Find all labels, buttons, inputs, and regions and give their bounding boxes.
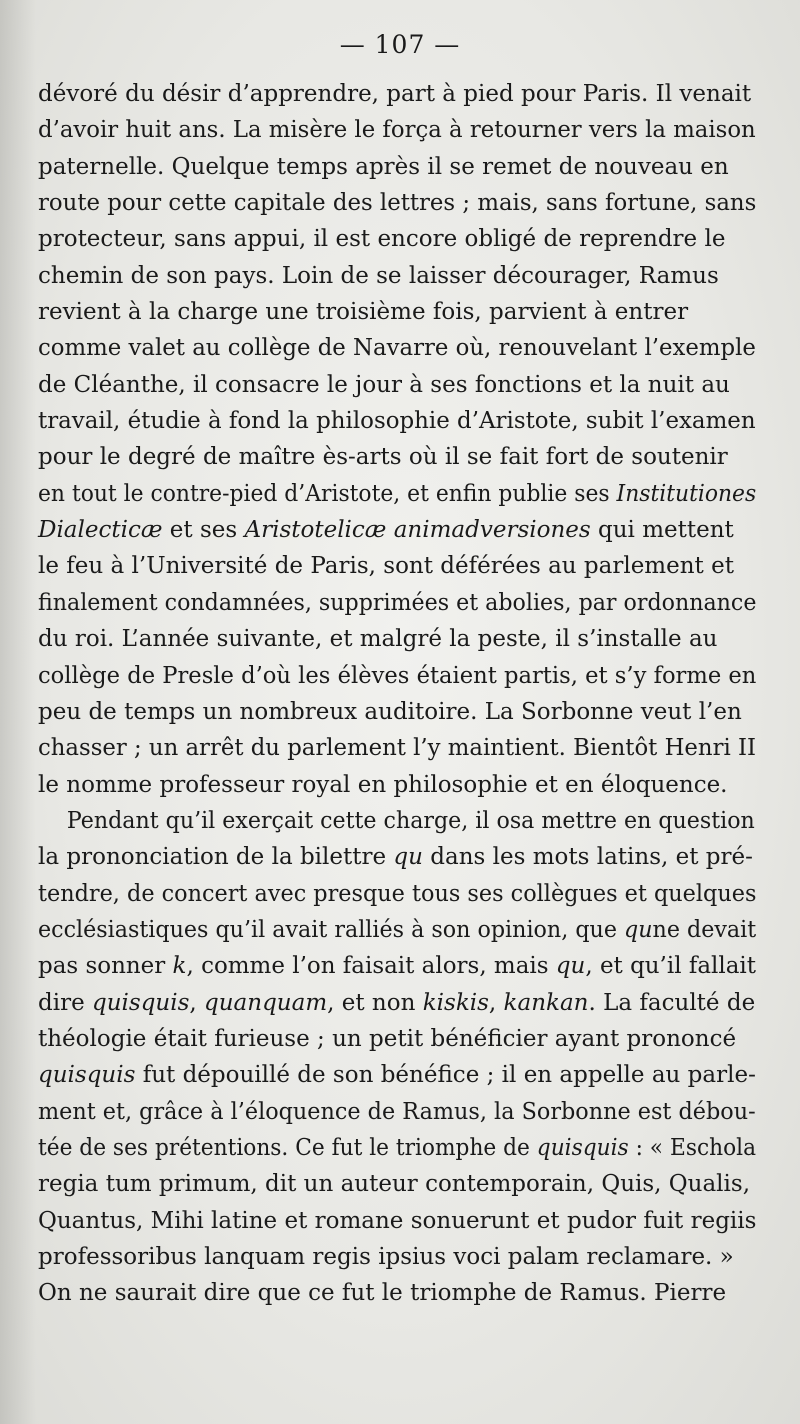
text-run: travail, étudie à fond la philosophie d’Aristote, subit l’examen	[38, 408, 756, 435]
text-run: revient à la charge une troisième fois, parvient à entrer	[38, 299, 689, 326]
text-run: Pendant qu’il exerçait cette charge, il osa mettre en question	[66, 807, 755, 834]
text-line	[38, 985, 756, 1021]
text-run: paternelle. Quelque temps après il se remet de nouveau en	[38, 153, 729, 180]
text-run: , comme l’on faisait alors, mais	[186, 953, 556, 980]
text-run: le feu à l’Université de Paris, sont déférées au parlement et	[38, 553, 734, 580]
text-line	[38, 149, 756, 185]
text-run: chemin de son pays. Loin de se laisser décourager, Ramus	[38, 262, 719, 289]
italic-text: Aristotelicæ animadversiones	[244, 517, 591, 544]
text-line	[38, 1021, 756, 1057]
italic-text: quisquis	[38, 1062, 136, 1089]
text-line	[38, 439, 756, 475]
italic-text: kiskis	[422, 989, 489, 1016]
text-run: collège de Presle d’où les élèves étaient partis, et s’y forme en	[38, 662, 757, 689]
text-run: Quantus, Mihi latine et romane sonuerunt et pudor fuit regiis	[38, 1207, 757, 1234]
text-line	[38, 1130, 757, 1166]
text-run: d’avoir huit ans. La misère le força à retourner vers la maison	[38, 117, 756, 144]
text-run: le nomme professeur royal en philosophie et en éloquence.	[38, 771, 728, 798]
text-run: professoribus lanquam regis ipsius voci palam reclamare. »	[38, 1244, 734, 1270]
text-line	[38, 258, 756, 294]
page-gutter-shadow	[0, 0, 36, 1424]
text-run: du roi. L’année suivante, et malgré la peste, il s’installe au	[38, 626, 718, 653]
text-run: tendre, de concert avec presque tous ses collègues et quelques	[38, 880, 757, 907]
italic-text: quisquis	[536, 1134, 629, 1161]
text-line	[38, 76, 756, 112]
text-run: théologie était furieuse ; un petit bénéficier ayant prononcé	[38, 1025, 737, 1052]
text-run: et ses	[162, 517, 245, 544]
text-run: , et qu’il fallait	[585, 953, 757, 980]
text-line	[38, 476, 757, 512]
italic-text: quanquam	[204, 989, 328, 1016]
text-line	[38, 512, 756, 548]
body-text	[38, 76, 756, 1312]
text-run: ,	[189, 989, 205, 1016]
text-line	[38, 876, 757, 912]
text-line	[38, 112, 756, 148]
text-run: : « Eschola	[628, 1134, 757, 1161]
text-run: dans les mots latins, et pré-	[422, 844, 753, 871]
text-run: fut dépouillé de son bénéfice ; il en appelle au parle-	[135, 1062, 756, 1089]
text-line	[38, 948, 755, 984]
paragraph	[38, 803, 756, 1312]
text-line	[38, 403, 756, 439]
text-run: chasser ; un arrêt du parlement l’y maintient. Bientôt Henri II	[38, 735, 756, 762]
text-line	[38, 185, 757, 221]
text-run: de Cléanthe, il consacre le jour à ses fonctions et la nuit au	[38, 371, 730, 398]
text-line	[38, 912, 757, 948]
italic-text: qu	[624, 916, 653, 943]
text-line	[38, 658, 757, 694]
text-run: On ne saurait dire que ce fut le triomphe de Ramus. Pierre	[38, 1280, 727, 1307]
text-line	[38, 1166, 756, 1202]
text-run: finalement condamnées, supprimées et abolies, par ordonnance	[38, 589, 757, 616]
italic-text: Institutiones	[616, 480, 757, 507]
italic-text: quisquis	[92, 989, 190, 1016]
text-run: protecteur, sans appui, il est encore obligé de reprendre le	[38, 226, 726, 253]
text-run: . La faculté de	[588, 989, 756, 1016]
text-line	[38, 330, 756, 366]
text-line	[38, 548, 756, 584]
text-run: ecclésiastiques qu’il avait ralliés à son opinion, que	[38, 916, 625, 943]
italic-text: k	[172, 953, 187, 980]
text-run: dire	[38, 989, 92, 1016]
text-line	[38, 585, 757, 621]
text-line	[38, 694, 756, 730]
text-run: dévoré du désir d’apprendre, part à pied pour Paris. Il venait	[38, 81, 752, 107]
text-line	[38, 221, 756, 257]
text-line	[38, 1094, 756, 1130]
text-run: pour le degré de maître ès-arts où il se fait fort de soutenir	[38, 444, 728, 471]
text-line	[38, 367, 756, 403]
italic-text: qu	[393, 844, 423, 871]
text-run: la prononciation de la bilettre	[38, 844, 394, 871]
text-line	[38, 1239, 756, 1275]
text-line	[38, 803, 755, 839]
text-run: ment et, grâce à l’éloquence de Ramus, la Sorbonne est débou-	[38, 1098, 756, 1125]
text-run: route pour cette capitale des lettres ; mais, sans fortune, sans	[38, 190, 757, 217]
text-run: en tout le contre-pied d’Aristote, et enfin publie ses	[38, 480, 617, 507]
text-run: comme valet au collège de Navarre où, renouvelant l’exemple	[38, 335, 756, 362]
text-run: , et non	[327, 989, 423, 1016]
italic-text: kankan	[503, 989, 589, 1016]
text-run: ne devait	[652, 916, 757, 943]
text-run: tée de ses prétentions. Ce fut le triomphe de	[38, 1134, 537, 1161]
text-line	[38, 730, 756, 766]
text-line	[38, 621, 756, 657]
text-run: peu de temps un nombreux auditoire. La Sorbonne veut l’en	[38, 698, 742, 725]
text-run: regia tum primum, dit un auteur contemporain, Quis, Qualis,	[38, 1171, 751, 1198]
text-line	[38, 1203, 756, 1239]
text-run: ,	[488, 989, 504, 1016]
text-line	[38, 1275, 756, 1311]
text-run: qui mettent	[590, 517, 734, 544]
text-run: pas sonner	[38, 953, 173, 980]
text-line	[38, 767, 756, 803]
text-line	[38, 839, 756, 875]
page-number: — 107 —	[339, 30, 461, 59]
paragraph	[38, 76, 756, 803]
text-line	[38, 1057, 756, 1093]
italic-text: Dialecticæ	[38, 517, 163, 544]
italic-text: qu	[555, 953, 586, 980]
text-line	[38, 294, 756, 330]
